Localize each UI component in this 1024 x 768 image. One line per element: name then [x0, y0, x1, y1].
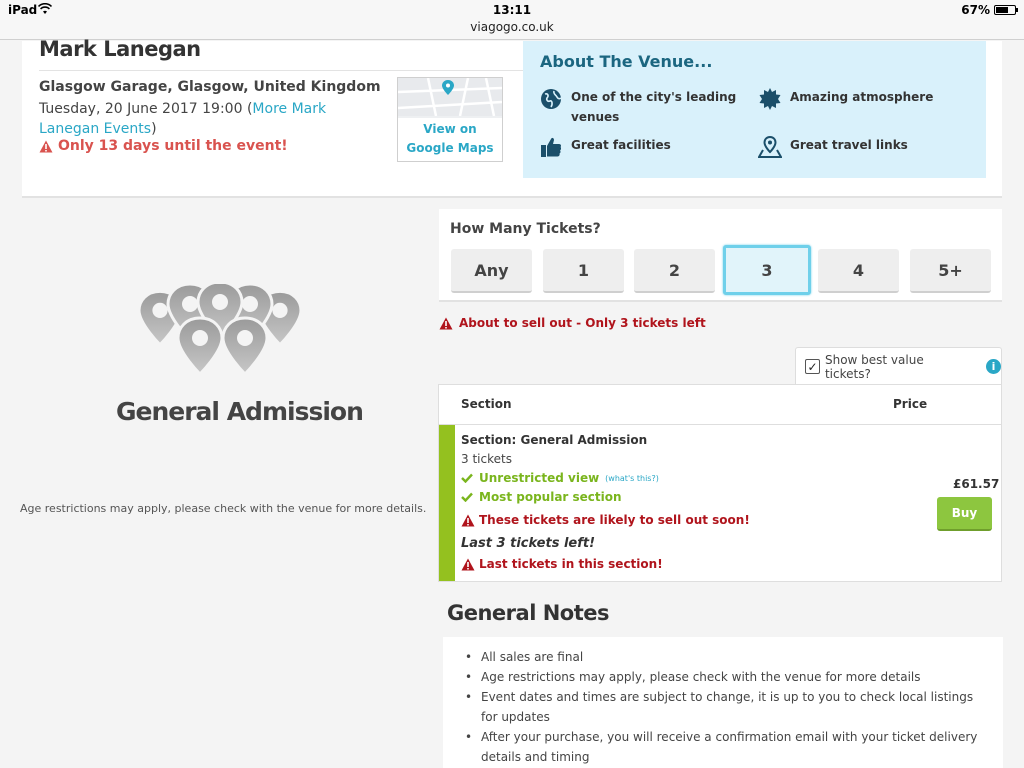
venue-feature-leading: [539, 87, 736, 127]
feature-text: Unrestricted view: [479, 471, 600, 485]
venue-feature-travel: [758, 135, 908, 159]
feature-text: Most popular section: [479, 490, 622, 504]
table-header: [439, 385, 1001, 425]
event-date: Tuesday, 20 June 2017 19:00 (More Mark Lanegan Events): [39, 101, 327, 137]
about-venue-panel: [523, 41, 986, 178]
ticket-listing-table: [438, 384, 1002, 582]
quantity-title: How Many Tickets?: [450, 221, 601, 237]
table-row[interactable]: [439, 425, 1001, 581]
general-notes-card: [443, 637, 1003, 768]
notes-list: [481, 647, 991, 767]
listing-feature-view: [461, 471, 659, 485]
venue-feature-text: Amazing atmosphere: [790, 90, 934, 104]
warning-icon: [461, 514, 475, 527]
best-value-checkbox[interactable]: ✓: [805, 359, 820, 374]
whats-this-link[interactable]: (what's this?): [605, 473, 659, 483]
battery-icon: [994, 5, 1016, 15]
listing-ticket-count: 3 tickets: [461, 452, 512, 466]
best-value-toggle[interactable]: [795, 347, 1002, 385]
venue-feature-atmosphere: [758, 87, 933, 111]
age-restriction-note: Age restrictions may apply, please check with the venue for more details.: [20, 502, 427, 515]
info-icon[interactable]: i: [986, 359, 1001, 374]
column-header-price: Price: [893, 397, 928, 411]
clock: 13:11: [492, 3, 532, 17]
quantity-1-button[interactable]: 1: [543, 249, 624, 293]
event-title: Mark Lanegan: [39, 37, 201, 61]
listing-feature-popular: [461, 490, 622, 504]
column-header-section: Section: [461, 397, 512, 411]
warning-icon: [39, 140, 53, 153]
list-item: • After your purchase, you will receive a confirmation email with your ticket delivery details and timing: [481, 727, 991, 767]
sellout-text: About to sell out - Only 3 tickets left: [459, 316, 706, 330]
map-pin-icon: [758, 135, 782, 159]
about-venue-title: About The Venue...: [540, 52, 713, 71]
quantity-5plus-button[interactable]: 5+: [910, 249, 991, 293]
device-name: iPad: [8, 3, 38, 17]
starburst-icon: [758, 87, 782, 111]
globe-icon: [539, 87, 563, 111]
venue-feature-text: One of the city's leading: [571, 90, 737, 104]
best-value-label: Show best value tickets?: [824, 352, 924, 381]
listing-section: Section: General Admission: [461, 433, 648, 447]
address-bar-url[interactable]: viagogo.co.uk: [470, 20, 554, 34]
quantity-any-button[interactable]: Any: [451, 249, 532, 293]
countdown-text: Only 13 days until the event!: [58, 138, 288, 154]
checkmark-icon: [461, 492, 473, 502]
status-bar: [0, 0, 1024, 40]
venue-feature-text: Great facilities: [571, 138, 671, 152]
buy-button[interactable]: Buy: [937, 497, 992, 531]
warning-icon: [439, 317, 453, 330]
section-title: General Admission: [116, 397, 363, 426]
venue-feature-text-line2: venues: [571, 110, 620, 124]
map-label-line1: View on: [423, 122, 477, 136]
event-countdown: [39, 138, 288, 154]
map-label-line2: Google Maps: [406, 141, 494, 155]
list-item: • All sales are final: [481, 647, 991, 667]
event-info-card: [22, 37, 1002, 198]
listing-last-warning: [461, 557, 663, 571]
list-item: • Age restrictions may apply, please check with the venue for more details: [481, 667, 991, 687]
divider: [39, 70, 525, 71]
battery-percentage: 67%: [961, 3, 990, 17]
list-item: • Event dates and times are subject to change, it is up to you to check local listings for updates: [481, 687, 991, 727]
last-tickets-note: Last 3 tickets left!: [461, 536, 596, 551]
warning-icon: [461, 558, 475, 571]
listing-sellout-warning: [461, 513, 750, 527]
warning-text: Last tickets in this section!: [479, 557, 663, 571]
map-thumbnail: [398, 78, 502, 116]
general-notes-title: General Notes: [447, 601, 609, 625]
ticket-quantity-card: [439, 209, 1002, 302]
google-maps-link[interactable]: [397, 77, 503, 162]
quantity-2-button[interactable]: 2: [634, 249, 715, 293]
more-events-link[interactable]: More Mark Lanegan Events: [39, 101, 327, 137]
listing-highlight-bar: [439, 425, 455, 581]
event-date-text: Tuesday, 20 June 2017 19:00: [39, 101, 243, 117]
venue-feature-facilities: [539, 135, 671, 159]
event-venue: Glasgow Garage, Glasgow, United Kingdom: [39, 79, 381, 95]
listing-price: £61.57: [953, 477, 1000, 491]
general-admission-pins-icon: [135, 284, 305, 388]
thumbs-up-icon: [539, 135, 563, 159]
venue-feature-text: Great travel links: [790, 138, 908, 152]
checkmark-icon: [461, 473, 473, 483]
quantity-3-button[interactable]: 3: [723, 245, 811, 295]
sellout-warning: [439, 316, 706, 330]
quantity-4-button[interactable]: 4: [818, 249, 899, 293]
map-label: [398, 118, 502, 162]
warning-text: These tickets are likely to sell out soon!: [479, 513, 750, 527]
